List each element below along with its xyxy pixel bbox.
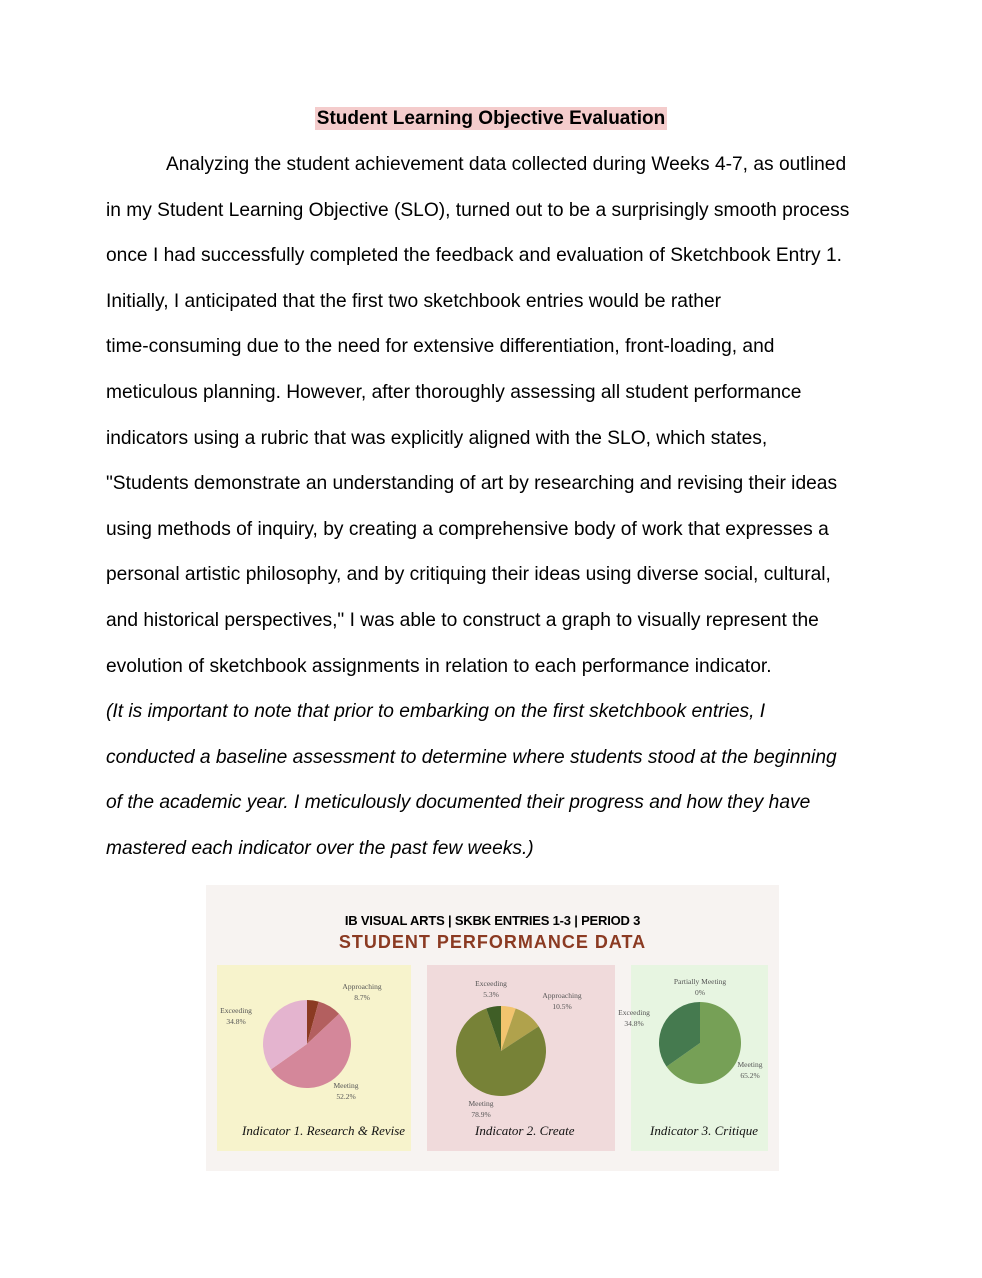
label-exceeding-2 [468, 978, 514, 1000]
paragraph-line: in my Student Learning Objective (SLO), turned out to be a surprisingly smooth process [106, 199, 850, 221]
paragraph-line: meticulous planning. However, after thoroughly assessing all student performance [106, 382, 802, 403]
slice-pct: 52.2% [336, 1092, 356, 1101]
paragraph-line: evolution of sketchbook assignments in relation to each performance indicator. [106, 655, 772, 677]
slice-label: Exceeding [475, 979, 507, 988]
label-meeting-3 [732, 1059, 768, 1081]
slice-pct: 5.3% [483, 990, 499, 999]
slice-label: Meeting [737, 1060, 763, 1069]
chart-title: STUDENT PERFORMANCE DATA [338, 932, 647, 952]
label-approaching-2 [534, 990, 590, 1012]
caption-indicator-2: Indicator 2. Create [475, 1123, 575, 1138]
note-line: mastered each indicator over the past few weeks.) [106, 838, 534, 859]
paragraph-line: "Students demonstrate an understanding of art by researching and revising their ideas [106, 473, 838, 495]
slice-pct: 78.9% [471, 1110, 491, 1119]
slice-pct: 0% [695, 988, 705, 997]
label-exceeding-3 [612, 1007, 656, 1029]
label-meeting-1 [324, 1080, 368, 1102]
slice-label: Approaching [542, 991, 582, 1000]
paragraph-line: Initially, I anticipated that the first two sketchbook entries would be rather [106, 290, 722, 312]
note-line: (It is important to note that prior to embarking on the first sketchbook entries, I [106, 701, 766, 723]
note-line: of the academic year. I meticulously documented their progress and how they have [106, 792, 811, 814]
paragraph-line: and historical perspectives," I was able to construct a graph to visually represent the [106, 610, 819, 631]
label-meeting-2 [461, 1098, 501, 1120]
paragraph-line: using methods of inquiry, by creating a comprehensive body of work that expresses a [106, 518, 829, 540]
slice-label: Partially Meeting [673, 977, 727, 986]
paragraph-line: Analyzing the student achievement data collected during Weeks 4-7, as outlined [166, 154, 847, 175]
slice-label: Meeting [468, 1099, 494, 1108]
caption-indicator-1: Indicator 1. Research & Revise [242, 1123, 406, 1138]
student-performance-chart [206, 885, 779, 1171]
paragraph-line: indicators using a rubric that was explicitly aligned with the SLO, which states, [106, 427, 768, 449]
slice-label: Exceeding [220, 1006, 252, 1015]
slice-pct: 65.2% [740, 1071, 760, 1080]
slice-pct: 34.8% [624, 1019, 644, 1028]
paragraph-line: time-consuming due to the need for extensive differentiation, front-loading, and [106, 336, 775, 358]
document-title [0, 108, 982, 130]
label-partially-meeting-3 [666, 976, 734, 998]
slice-label: Exceeding [618, 1008, 650, 1017]
chart-subtitle: IB VISUAL ARTS | SKBK ENTRIES 1-3 | PERIOD 3 [344, 913, 641, 928]
slice-pct: 10.5% [552, 1002, 572, 1011]
title-text: Student Learning Objective Evaluation [316, 108, 666, 129]
paragraph-line: once I had successfully completed the feedback and evaluation of Sketchbook Entry 1. [106, 245, 842, 267]
label-approaching-1 [334, 981, 390, 1003]
slice-label: Approaching [342, 982, 382, 991]
caption-indicator-3: Indicator 3. Critique [650, 1123, 758, 1138]
note-line: conducted a baseline assessment to determine where students stood at the beginning [106, 746, 837, 768]
slice-pct: 34.8% [226, 1017, 246, 1026]
slice-label: Meeting [333, 1081, 359, 1090]
label-exceeding-1 [212, 1005, 260, 1027]
paragraph-line: personal artistic philosophy, and by critiquing their ideas using diverse social, cultural, [106, 564, 831, 586]
slice-pct: 8.7% [354, 993, 370, 1002]
